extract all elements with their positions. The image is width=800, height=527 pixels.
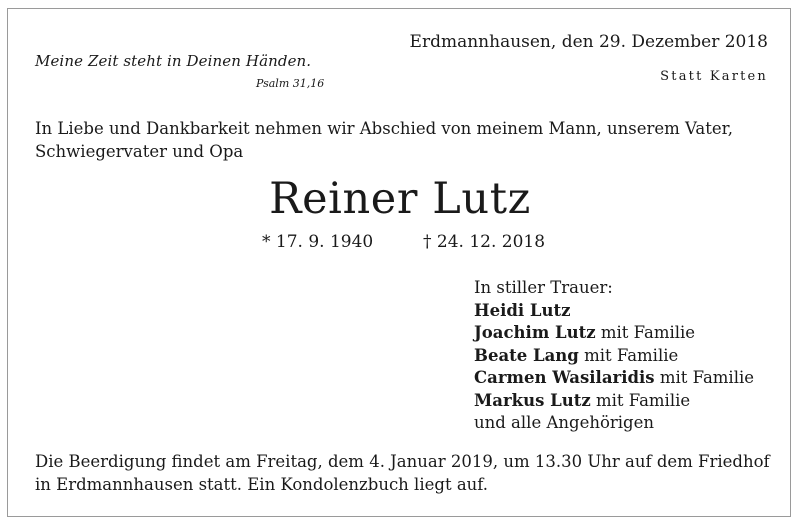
mourner-name: Beate Lang: [474, 345, 579, 365]
mourner-suffix: mit Familie: [590, 390, 691, 410]
motto-verse: Meine Zeit steht in Deinen Händen.: [35, 52, 312, 70]
mourner-entry: [474, 390, 754, 413]
intro-line-2: Schwiegervater und Opa: [35, 142, 244, 161]
funeral-info: [35, 450, 770, 496]
intro-line-1: In Liebe und Dankbarkeit nehmen wir Abschied von meinem Mann, unserem Vater,: [35, 119, 733, 138]
death-date: † 24. 12. 2018: [423, 232, 546, 252]
dateline: Erdmannhausen, den 29. Dezember 2018: [409, 32, 768, 52]
mourner-name: Joachim Lutz: [474, 323, 596, 342]
mourner-name: Carmen Wasilaridis: [474, 368, 655, 387]
birth-date: * 17. 9. 1940: [262, 232, 374, 252]
mourners-list: [474, 277, 754, 435]
mourner-entry: [474, 367, 754, 390]
deceased-name: Reiner Lutz: [269, 174, 531, 224]
mourner-suffix: mit Familie: [578, 345, 679, 365]
statt-karten-note: Statt Karten: [660, 69, 768, 84]
notice-border: [7, 8, 791, 517]
mourner-entry: [474, 300, 754, 323]
mourner-suffix: mit Familie: [654, 368, 755, 387]
intro-text: [35, 117, 733, 163]
mourner-name: Heidi Lutz: [474, 300, 571, 320]
mourner-entry: [474, 345, 754, 368]
psalm-reference: Psalm 31,16: [256, 77, 325, 90]
funeral-line-2: in Erdmannhausen statt. Ein Kondolenzbuch liegt auf.: [35, 475, 489, 494]
funeral-line-1: Die Beerdigung findet am Freitag, dem 4. Januar 2019, um 13.30 Uhr auf dem Friedhof: [35, 452, 770, 471]
mourner-name: Markus Lutz: [474, 390, 591, 410]
mourners-heading: In stiller Trauer:: [474, 278, 613, 297]
mourner-entry: [474, 322, 754, 345]
mourner-suffix: mit Familie: [595, 323, 696, 342]
mourners-closing: und alle Angehörigen: [474, 413, 655, 432]
